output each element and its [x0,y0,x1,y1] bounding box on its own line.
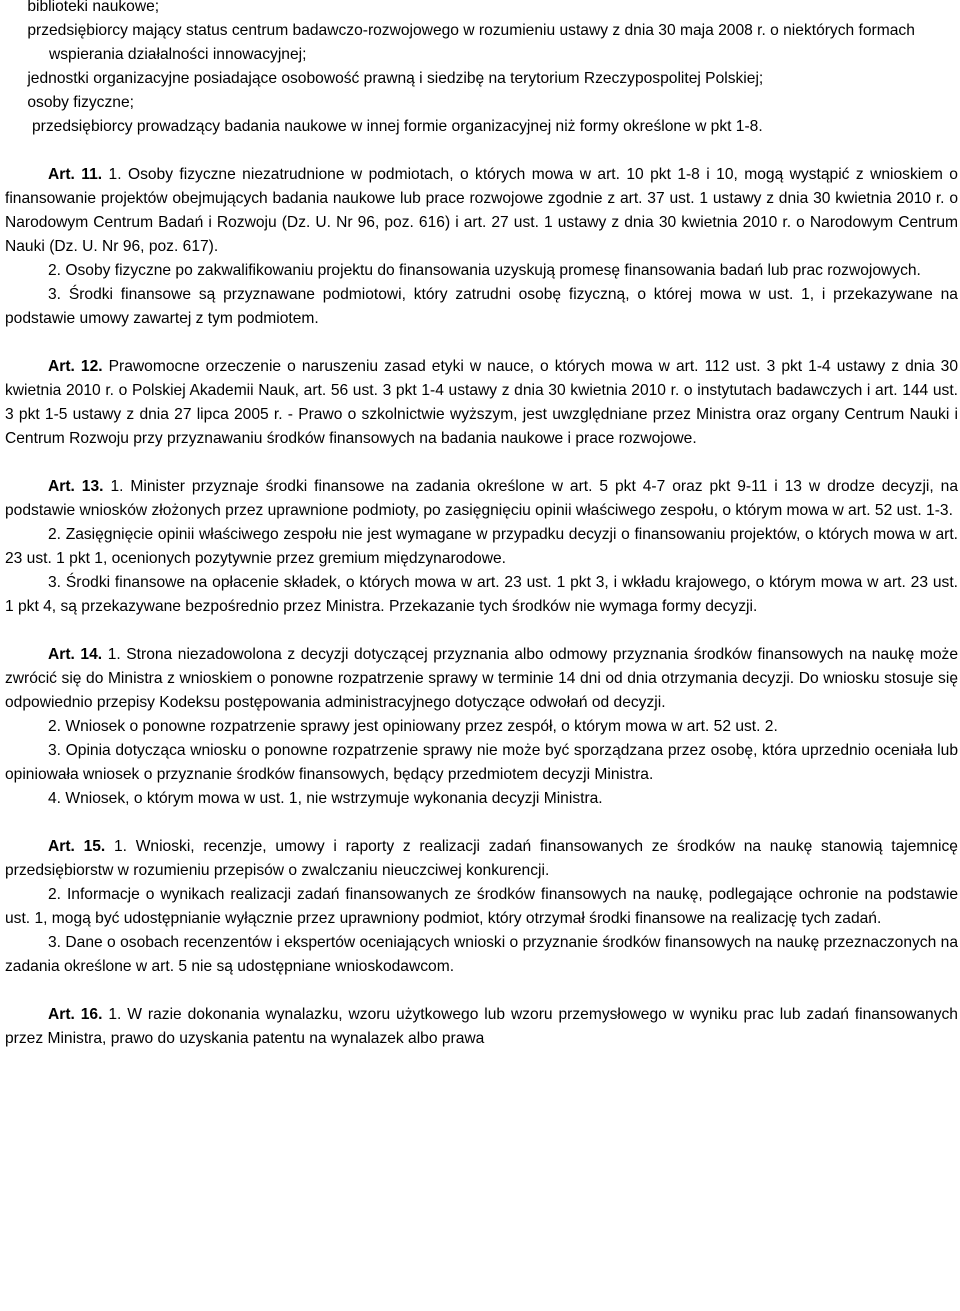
paragraph-number: 1. [113,838,127,855]
list-text: przedsiębiorcy mający status centrum badawczo-rozwojowego w rozumieniu ustawy z dnia 30 maja 2008 r. o niektórych formach wspierania działalności innowacyjnej; [27,22,915,63]
article-12 [5,355,958,451]
article-paragraph [5,787,958,811]
list-text: osoby fizyczne; [27,94,134,111]
paragraph-text: Wniosek, o którym mowa w ust. 1, nie wstrzymuje wykonania decyzji Ministra. [65,790,603,807]
list-item [5,0,958,19]
list-item [5,67,958,91]
article-paragraph [5,523,958,571]
paragraph-number: 2. [48,526,62,543]
paragraph-number: 1. [108,166,122,183]
article-heading: Art. 16. [48,1006,103,1023]
article-paragraph [5,1003,958,1051]
paragraph-number: 1. [107,646,121,663]
article-11 [5,163,958,331]
paragraph-number: 1. [110,478,124,495]
article-paragraph [5,643,958,715]
article-16 [5,1003,958,1051]
paragraph-text: Środki finansowe są przyznawane podmiotowi, który zatrudni osobę fizyczną, o której mowa w ust. 1, i przekazywane na podstawie umowy zawartej z tym podmiotem. [5,286,958,327]
article-heading: Art. 11. [48,166,103,183]
list-number [5,19,23,43]
paragraph-number: 3. [48,574,62,591]
paragraph-text: Osoby fizyczne niezatrudnione w podmiotach, o których mowa w art. 10 pkt 1-8 i 10, mogą wystąpić z wnioskiem o finansowanie projektów obejmujących badania naukowe lub prace rozwojowe zgodnie z art. 37 ust. 1 ustawy z dnia 30 kwietnia 2010 r. o Narodowym Centrum Badań i Rozwoju (Dz. U. Nr 96, poz. 616) i art. 27 ust. 1 ustawy z dnia 30 kwietnia 2010 r. o Narodowym Centrum Nauki (Dz. U. Nr 96, poz. 617). [5,166,958,255]
list-text: biblioteki naukowe; [27,0,160,15]
list-item [5,19,958,67]
article-heading: Art. 12. [48,358,103,375]
paragraph-text: W razie dokonania wynalazku, wzoru użytkowego lub wzoru przemysłowego w wyniku prac lub zadań finansowanych przez Ministra, prawo do uzyskania patentu na wynalazek albo prawa [5,1006,958,1047]
paragraph-text: Osoby fizyczne po zakwalifikowaniu projektu do finansowania uzyskują promesę finansowania badań lub prac rozwojowych. [65,262,921,279]
article-15 [5,835,958,979]
paragraph-number: 2. [48,262,62,279]
list-number [5,115,32,139]
paragraph-number: 4. [48,790,62,807]
paragraph-text: Zasięgnięcie opinii właściwego zespołu nie jest wymagane w przypadku decyzji o finansowaniu projektów, o których mowa w art. 23 ust. 1 pkt 1, ocenionych pozytywnie przez gremium międzynarodowe. [5,526,958,567]
list-item [5,115,958,139]
article-paragraph [5,283,958,331]
article-14 [5,643,958,811]
article-paragraph [5,163,958,259]
article-paragraph [5,883,958,931]
paragraph-text: Strona niezadowolona z decyzji dotyczącej przyznania albo odmowy przyznania środków finansowych na naukę może zwrócić się do Ministra z wnioskiem o ponowne rozpatrzenie sprawy w terminie 14 dni od dnia otrzymania decyzji. Do wniosku stosuje się odpowiednio przepisy Kodeksu postępowania administracyjnego dotyczące odwołań od decyzji. [5,646,958,711]
article-paragraph [5,835,958,883]
article-heading: Art. 13. [48,478,104,495]
article-paragraph [5,355,958,451]
article-paragraph [5,571,958,619]
paragraph-text: Prawomocne orzeczenie o naruszeniu zasad etyki w nauce, o których mowa w art. 112 ust. 3 pkt 1-4 ustawy z dnia 30 kwietnia 2010 r. o Polskiej Akademii Nauk, art. 56 ust. 3 pkt 1-4 ustawy z dnia 30 kwietnia 2010 r. o instytutach badawczych i art. 144 ust. 3 pkt 1-5 ustawy z dnia 27 lipca 2005 r. - Prawo o szkolnictwie wyższym, jest uwzględniane przez Ministra oraz organy Centrum Nauki i Centrum Rozwoju przy przyznawaniu środków finansowych na badania naukowe i prace rozwojowe. [5,358,958,447]
article-paragraph [5,739,958,787]
paragraph-text: Opinia dotycząca wniosku o ponowne rozpatrzenie sprawy nie może być sporządzana przez osobę, która uprzednio oceniała lub opiniowała wniosek o przyznanie środków finansowych, będący przedmiotem decyzji Ministra. [5,742,958,783]
list-item [5,91,958,115]
paragraph-number: 2. [48,718,62,735]
enumerated-list [5,0,958,139]
paragraph-text: Środki finansowe na opłacenie składek, o których mowa w art. 23 ust. 1 pkt 3, i wkładu krajowego, o którym mowa w art. 23 ust. 1 pkt 4, są przekazywane bezpośrednio przez Ministra. Przekazanie tych środków nie wymaga formy decyzji. [5,574,958,615]
list-number [5,91,23,115]
document-page [5,0,958,1051]
paragraph-text: Wnioski, recenzje, umowy i raporty z realizacji zadań finansowanych ze środków na naukę stanowią tajemnicę przedsiębiorstw w rozumieniu przepisów o zwalczaniu nieuczciwej konkurencji. [5,838,958,879]
list-text: przedsiębiorcy prowadzący badania naukowe w innej formie organizacyjnej niż formy określone w pkt 1-8. [32,118,763,135]
article-heading: Art. 14. [48,646,103,663]
paragraph-text: Dane o osobach recenzentów i ekspertów oceniających wnioski o przyznanie środków finansowych na naukę przeznaczonych na zadania określone w art. 5 nie są udostępniane wnioskodawcom. [5,934,958,975]
paragraph-text: Minister przyznaje środki finansowe na zadania określone w art. 5 pkt 4-7 oraz pkt 9-11 i 13 w drodze decyzji, na podstawie wniosków złożonych przez uprawnione podmioty, po zasięgnięciu opinii właściwego zespołu, o którym mowa w art. 52 ust. 1-3. [5,478,958,519]
paragraph-number: 2. [48,886,62,903]
paragraph-text: Wniosek o ponowne rozpatrzenie sprawy jest opiniowany przez zespół, o którym mowa w art. 52 ust. 2. [65,718,778,735]
paragraph-number: 3. [48,742,62,759]
paragraph-number: 1. [108,1006,122,1023]
article-paragraph [5,931,958,979]
paragraph-number: 3. [48,286,62,303]
article-heading: Art. 15. [48,838,106,855]
paragraph-number: 3. [48,934,62,951]
list-number [5,0,23,19]
list-text: jednostki organizacyjne posiadające osobowość prawną i siedzibę na terytorium Rzeczypospolitej Polskiej; [27,70,764,87]
article-paragraph [5,475,958,523]
article-paragraph [5,259,958,283]
paragraph-text: Informacje o wynikach realizacji zadań finansowanych ze środków finansowych na naukę, podlegające ochronie na podstawie ust. 1, mogą być udostępnianie wyłącznie przez uprawniony podmiot, który otrzymał środki finansowe na realizację tych zadań. [5,886,959,927]
article-13 [5,475,958,619]
list-number [5,67,23,91]
article-paragraph [5,715,958,739]
